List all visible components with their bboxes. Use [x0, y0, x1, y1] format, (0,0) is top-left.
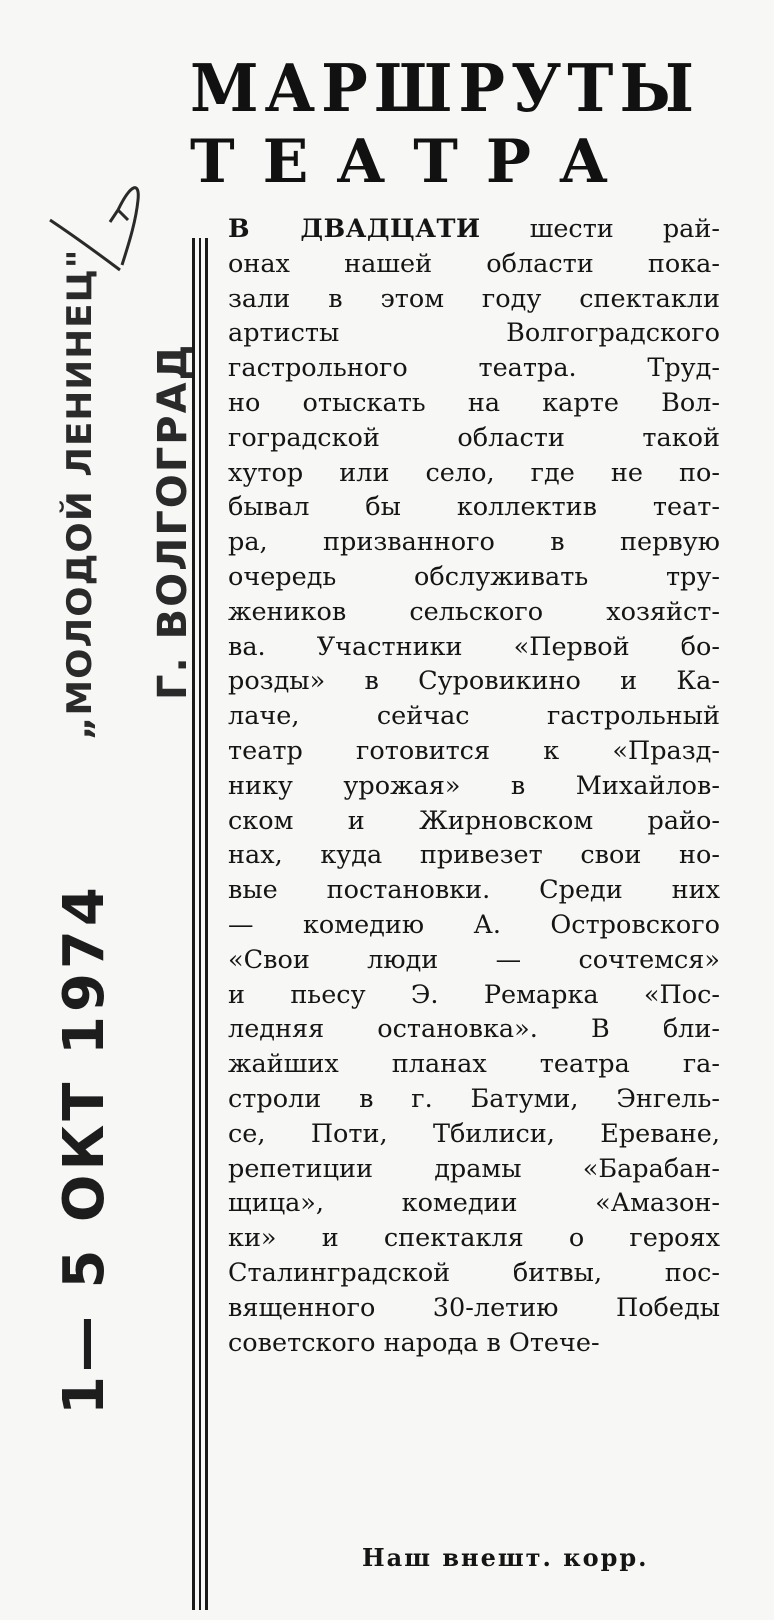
- article-line: ра, призванного в первую: [228, 527, 720, 558]
- article-line: вые постановки. Среди них: [228, 875, 720, 906]
- article-line: зали в этом году спектакли: [228, 283, 720, 314]
- date-stamp: 1— 5 ОКТ 1974: [52, 883, 117, 1415]
- article-line: жайших планах театра га-: [228, 1049, 720, 1080]
- headline-line-1: МАРШРУТЫ: [190, 50, 700, 127]
- article-line: розды» в Суровикино и Ка-: [228, 666, 720, 697]
- article-line: и пьесу Э. Ремарка «Пос-: [228, 979, 720, 1010]
- article-line: — комедию А. Островского: [228, 909, 720, 940]
- article-line: Сталинградской битвы, пос-: [228, 1257, 720, 1288]
- article-line: ва. Участники «Первой бо-: [228, 631, 720, 662]
- first-line-rest: шести рай-: [480, 214, 720, 244]
- article-line: се, Поти, Тбилиси, Ереване,: [228, 1118, 720, 1149]
- article-line: но отыскать на карте Вол-: [228, 387, 720, 418]
- article-line: театр готовится к «Празд-: [228, 735, 720, 766]
- article-line: артисты Волгоградского: [228, 318, 720, 349]
- article-line: гоградской области такой: [228, 422, 720, 453]
- article-line: бывал бы коллектив теат-: [228, 492, 720, 523]
- article-line: жеников сельского хозяйст-: [228, 596, 720, 627]
- column-rule: [192, 238, 208, 1610]
- author-signature: Наш внешт. корр.: [362, 1543, 649, 1572]
- article-line: ледняя остановка». В бли-: [228, 1014, 720, 1045]
- article-line: ском и Жирновском райо-: [228, 805, 720, 836]
- headline-line-2: ТЕАТРА: [190, 127, 636, 197]
- article-line: вященного 30-летию Победы: [228, 1292, 720, 1323]
- article-line: очередь обслуживать тру-: [228, 561, 720, 592]
- article-line: «Свои люди — сочтемся»: [228, 944, 720, 975]
- city-stamp: Г. ВОЛГОГРАД: [150, 342, 196, 700]
- lead-words: В ДВАДЦАТИ: [228, 214, 481, 244]
- article-line: репетиции драмы «Барабан-: [228, 1153, 720, 1184]
- article-line: хутор или село, где не по-: [228, 457, 720, 488]
- article-line-1: [228, 212, 720, 247]
- article-line: советского народа в Отече-: [228, 1327, 600, 1358]
- article-line: нику урожая» в Михайлов-: [228, 770, 720, 801]
- article-line: щица», комедии «Амазон-: [228, 1188, 720, 1219]
- article-body: [228, 212, 720, 1360]
- article-line: нах, куда привезет свои но-: [228, 840, 720, 871]
- article-line: гастрольного театра. Труд-: [228, 353, 720, 384]
- article-line: ки» и спектакля о героях: [228, 1223, 720, 1254]
- newspaper-name-stamp: „МОЛОДОЙ ЛЕНИНЕЦ": [60, 248, 100, 740]
- article-line: онах нашей области пока-: [228, 248, 720, 279]
- article-line: строли в г. Батуми, Энгель-: [228, 1083, 720, 1114]
- article-line: лаче, сейчас гастрольный: [228, 701, 720, 732]
